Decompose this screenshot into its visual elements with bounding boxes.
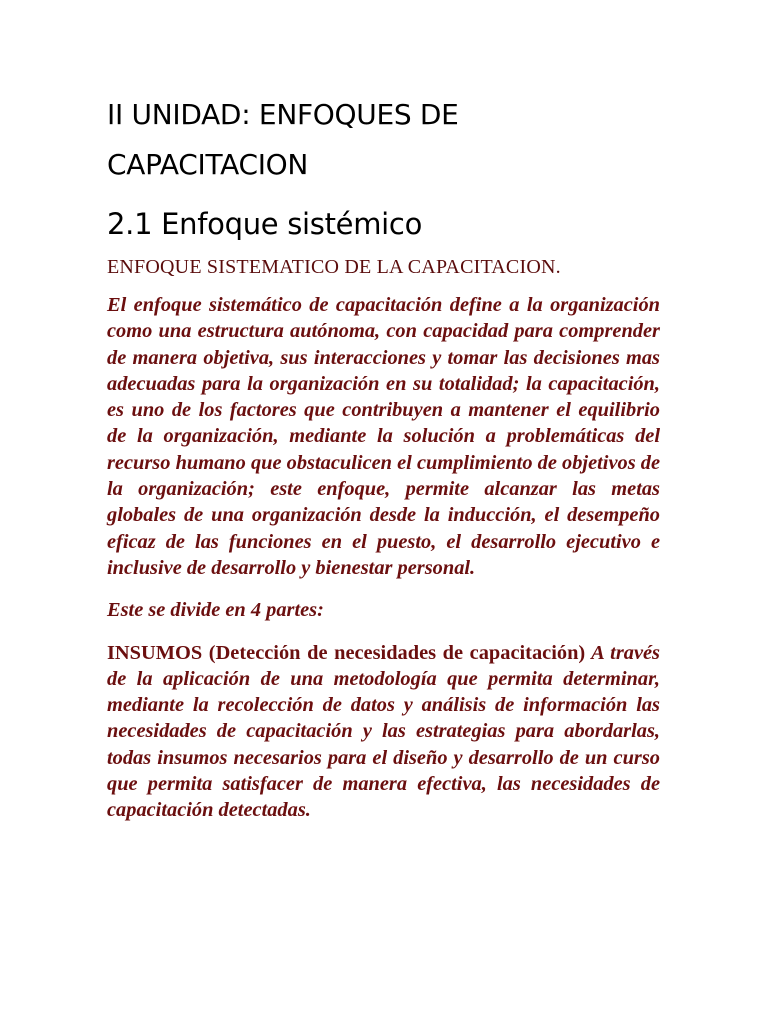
- paragraph-parts-intro: Este se divide en 4 partes:: [107, 599, 324, 622]
- document-page: [107, 90, 660, 824]
- insumos-heading: INSUMOS (Detección de necesidades de capacitación): [107, 641, 586, 664]
- unit-title-line-2: CAPACITACION: [107, 148, 309, 181]
- section-subtitle: ENFOQUE SISTEMATICO DE LA CAPACITACION.: [107, 256, 561, 278]
- unit-title-line-1: II UNIDAD: ENFOQUES DE: [107, 98, 459, 131]
- section-title: 2.1 Enfoque sistémico: [107, 207, 423, 241]
- paragraph-systemic-approach: El enfoque sistemático de capacitación define a la organización como una estructura autónoma, con capacidad para comprender de manera objetiva, sus interacciones y tomar las decisiones mas adecuadas para la organización en su totalidad; la capacitación, es uno de los factores que contribuyen a mantener el equilibrio de la organización, mediante la solución a problemáticas del recurso humano que obstaculicen el cumplimiento de objetivos de la organización; este enfoque, permite alcanzar las metas globales de una organización desde la inducción, el desempeño eficaz de las funciones en el puesto, el desarrollo ejecutivo e inclusive de desarrollo y bienestar personal.: [107, 294, 660, 579]
- paragraph-insumos: [107, 640, 660, 824]
- unit-title: [107, 90, 660, 190]
- insumos-body: A través de la aplicación de una metodología que permita determinar, mediante la recolección de datos y análisis de información las necesidades de capacitación y las estrategias para abordarlas, todas insumos necesarios para el diseño y desarrollo de un curso que permita satisfacer de manera efectiva, las necesidades de capacitación detectadas.: [107, 641, 660, 822]
